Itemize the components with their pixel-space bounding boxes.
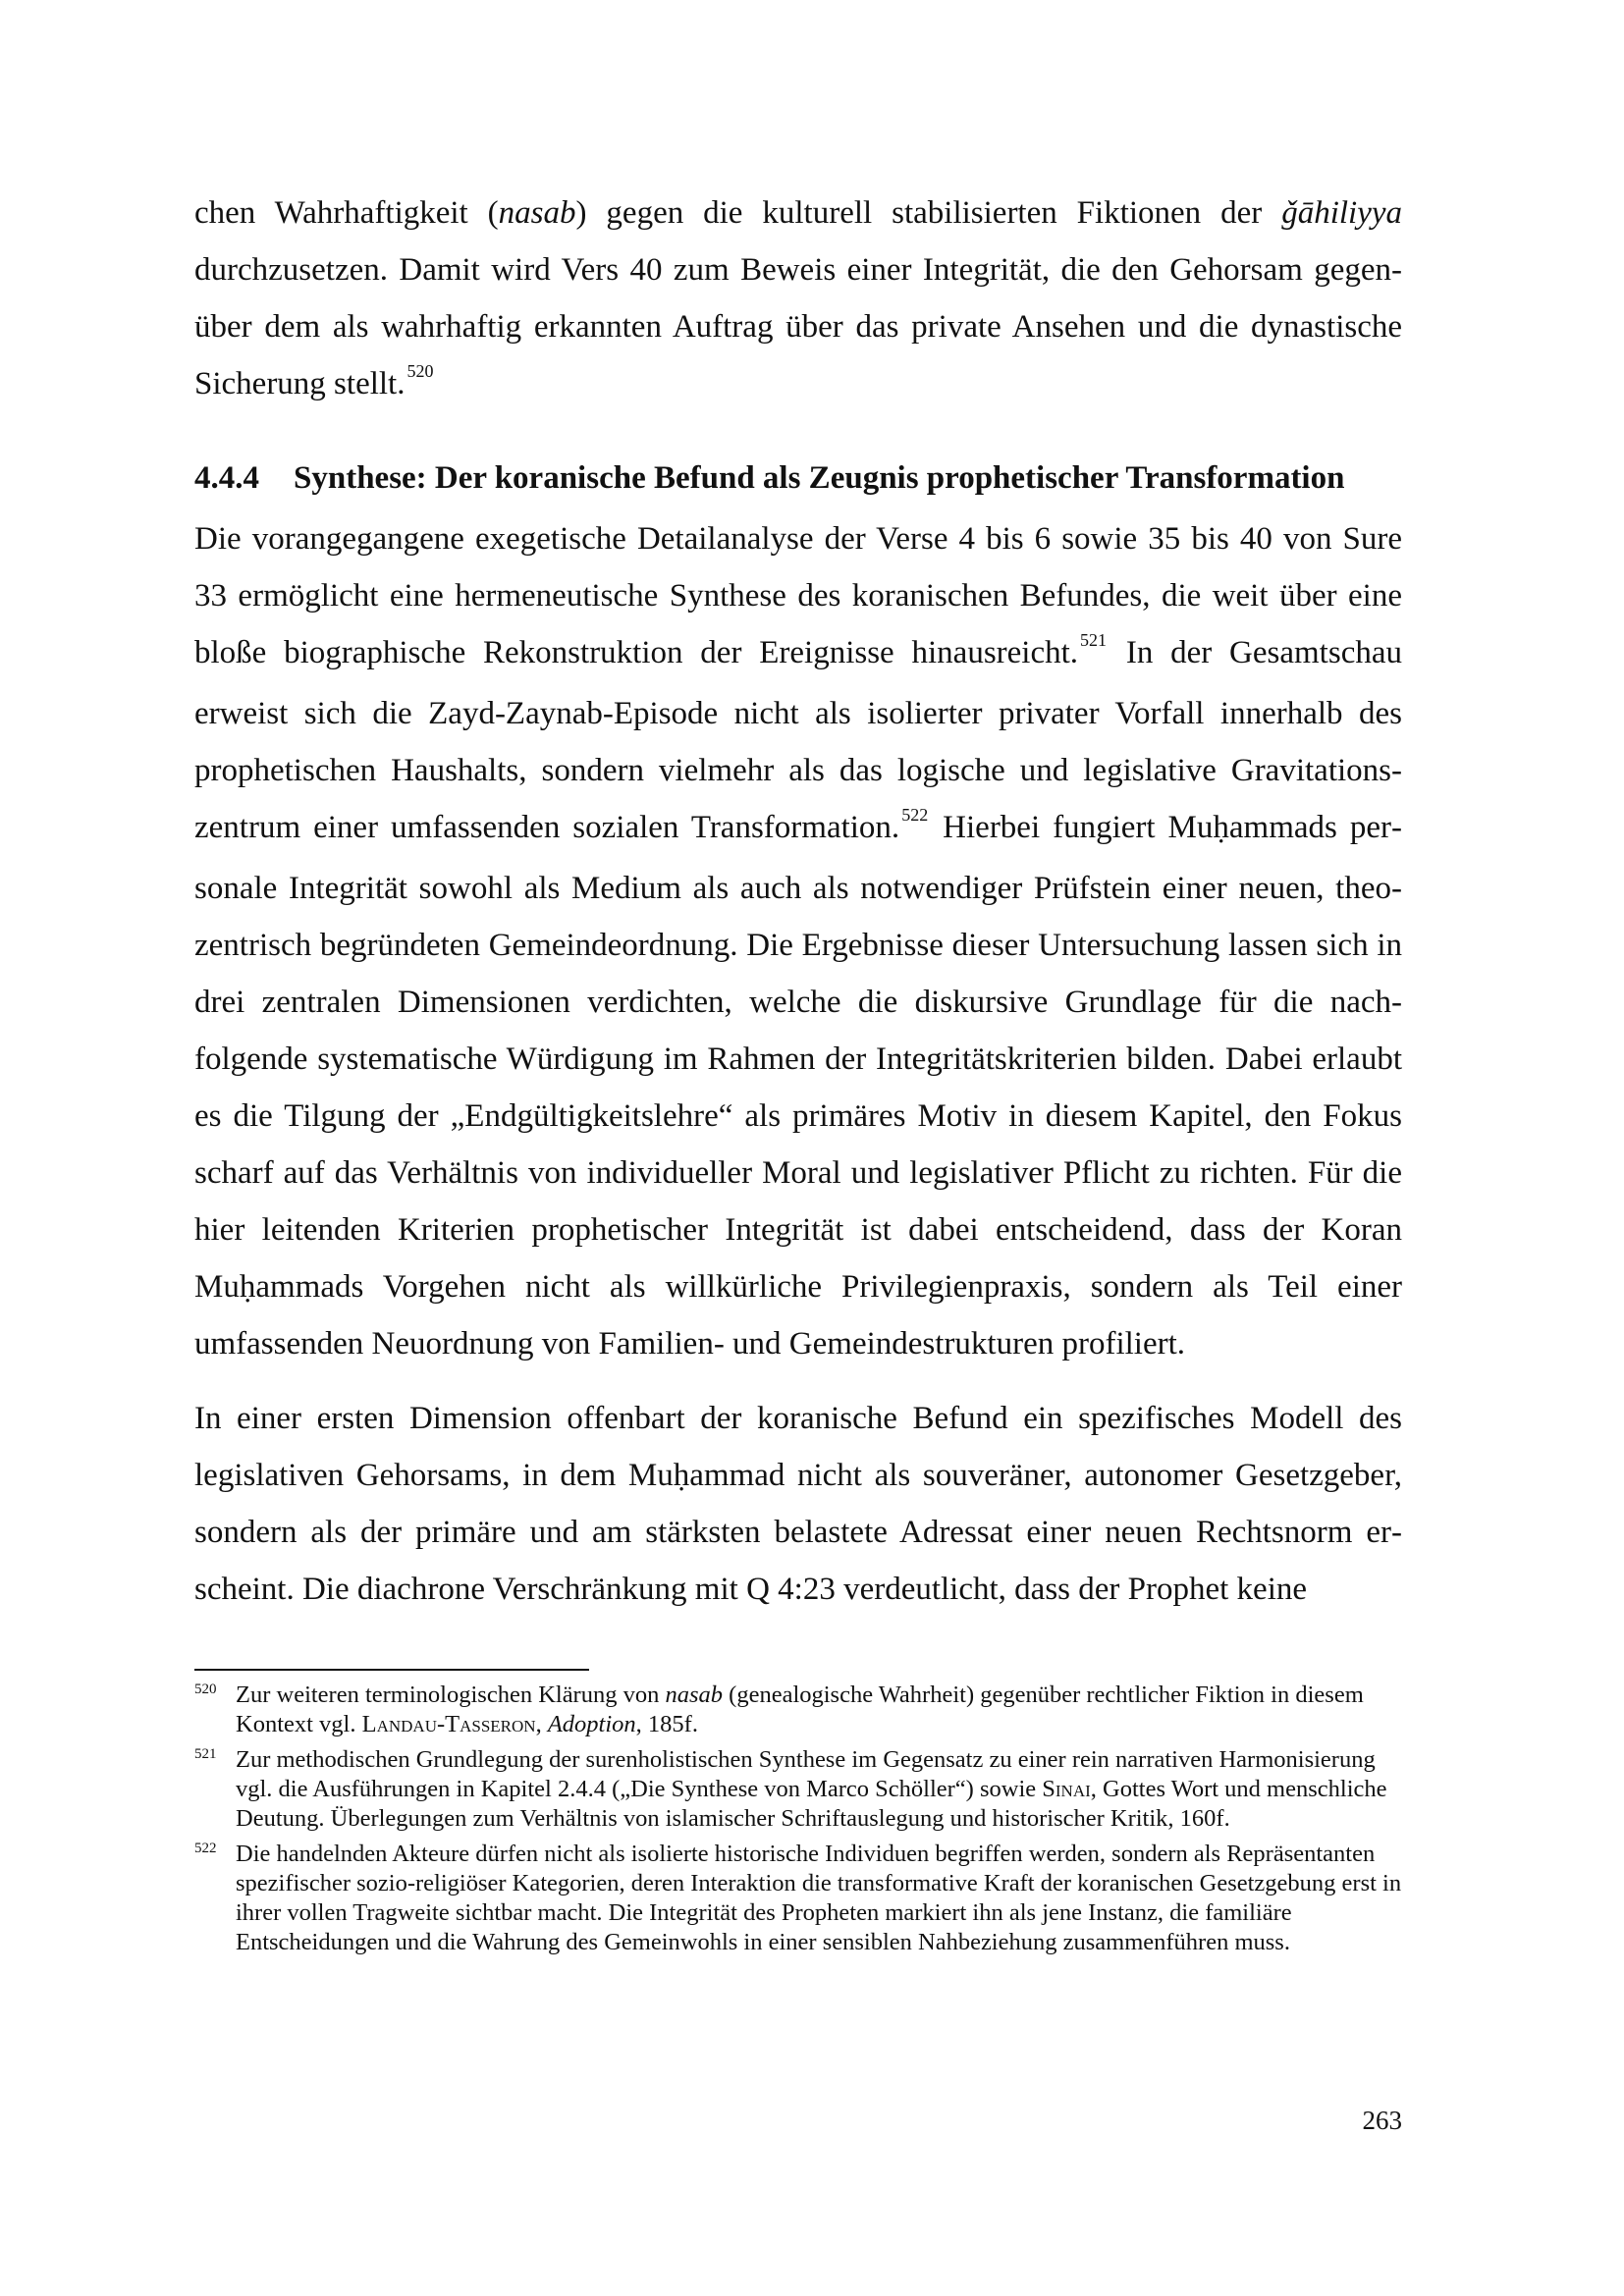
- footnote-number: 522: [194, 1841, 217, 1856]
- footnote-text: , Gottes Wort und menschliche Deutung. Überlegungen zum Verhältnis von islamischer Schriftauslegung und historischer Kritik, 160f.: [236, 1776, 1387, 1832]
- page-body: [194, 185, 1402, 1618]
- section-heading: [194, 455, 1402, 501]
- synthesis-text-3: Hierbei fungiert Muḥammads personale Integrität sowohl als Medium als auch als notwendiger Prüfstein einer neuen, theozentrisch begründeten Gemeindeordnung. Die Ergebnisse dieser Untersuchung lassen sich in drei zentralen Dimensionen verdichten, welche die diskursive Grundlage für die nachfolgende systematische Würdigung im Rahmen der Integritätskriterien bilden. Dabei erlaubt es die Tilgung der „Endgültigkeitslehre“ als primäres Motiv in diesem Kapitel, den Fokus scharf auf das Verhältnis von individueller Moral und legislativer Pflicht zu richten. Für die hier leitenden Kriterien prophetischer Integrität ist dabei entscheidend, dass der Koran Muḥammads Vorgehen nicht als willkürliche Privilegienpraxis, sondern als Teil einer umfassenden Neuordnung von Familien- und Gemeindestrukturen profiliert.: [194, 810, 1402, 1362]
- section-title: Synthese: Der koranische Befund als Zeugnis prophetischer Transformation: [294, 460, 1345, 496]
- continuation-paragraph: [194, 185, 1402, 416]
- synthesis-text-1: Die vorangegangene exegetische Detailanalyse der Verse 4 bis 6 sowie 35 bis 40 von Sure 33 ermöglicht eine hermeneutische Synthese des koranischen Befundes, die weit über eine bloße biographische Rekonstruktion der Ereignisse hinausreicht.: [194, 521, 1402, 670]
- footnotes: [194, 1681, 1402, 1963]
- synthesis-paragraph: [194, 510, 1402, 1372]
- footnote-separator: [194, 1669, 589, 1671]
- footnote-ref-521[interactable]: 521: [1080, 630, 1108, 650]
- page-number: 263: [1362, 2106, 1402, 2135]
- footnote-text: , 185f.: [635, 1711, 698, 1737]
- footnote-text: Die handelnden Akteure dürfen nicht als isolierte historische Individuen begriffen werden, sondern als Repräsentanten spezifischer sozio-religiöser Kategorien, deren Interaktion die transformative Kraft der koranischen Gesetzgebung erst in ihrer vollen Tragweite sichtbar macht. Die Integrität des Propheten markiert ihn als jene Instanz, die familiäre Entscheidungen und die Wahrung des Gemeinwohls in einer sensiblen Nahbeziehung zusammenführen muss.: [236, 1841, 1402, 1955]
- footnote-text: ,: [535, 1711, 548, 1737]
- synthesis-text-2: In der Gesamtschau erweist sich die Zayd-Zaynab-Episode nicht als isolierter privater Vorfall innerhalb des prophetischen Haushalts, sondern vielmehr als das logische und legislative Gravitationszentrum einer umfassenden sozialen Transformation.: [194, 635, 1402, 845]
- footnote-522: [194, 1840, 1402, 1957]
- first-dimension-paragraph: In einer ersten Dimension offenbart der koranische Befund ein spezifisches Modell des legislativen Gehorsams, in dem Muḥammad nicht als souveräner, autonomer Gesetzgeber, sondern als der primäre und am stärksten belastete Adressat einer neuen Rechtsnorm erscheint. Die diachrone Verschränkung mit Q 4:23 verdeutlicht, dass der Prophet keine: [194, 1401, 1402, 1607]
- footnote-ref-520[interactable]: 520: [406, 361, 434, 381]
- footnote-number: 520: [194, 1682, 217, 1697]
- footnote-text: Zur methodischen Grundlegung der surenholistischen Synthese im Gegensatz zu einer rein narrativen Harmonisierung vgl. die Ausführungen in Kapitel 2.4.4 („Die Synthese von Marco Schöller“) sowie: [236, 1746, 1376, 1802]
- footnote-ref-522[interactable]: 522: [901, 805, 929, 825]
- continuation-text-1: chen Wahrhaftigkeit (: [194, 195, 499, 231]
- footnote-term: nasab: [665, 1682, 724, 1708]
- footnote-text: Zur weiteren terminologischen Klärung von: [236, 1682, 666, 1708]
- footnote-521: [194, 1745, 1402, 1834]
- section-number: 4.4.4: [194, 460, 259, 496]
- continuation-text-3: durchzusetzen. Damit wird Vers 40 zum Beweis einer Integrität, die den Gehorsam gegenüber dem als wahrhaftig erkannten Auftrag über das private Ansehen und die dynastische Sicherung stellt.: [194, 252, 1402, 401]
- term-nasab: nasab: [498, 195, 576, 231]
- footnote-author: Landau-Tasseron: [361, 1711, 536, 1737]
- footnote-work-title: Adoption: [547, 1711, 636, 1737]
- footnote-520: [194, 1681, 1402, 1739]
- footnote-author: Sinai: [1042, 1776, 1091, 1802]
- term-jahiliyya: ǧāhiliyya: [1281, 195, 1402, 231]
- continuation-text-2: ) gegen die kulturell stabilisierten Fiktionen der: [575, 195, 1282, 231]
- footnote-number: 521: [194, 1746, 217, 1762]
- footnote-text: (genealogische Wahrheit) gegenüber rechtlicher Fiktion in diesem Kontext vgl.: [236, 1682, 1364, 1737]
